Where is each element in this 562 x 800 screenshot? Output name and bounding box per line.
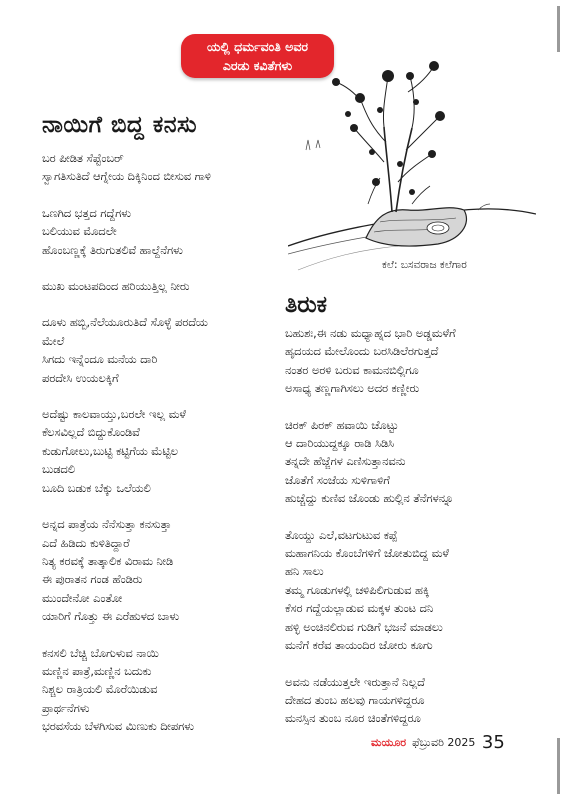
stanza-gap xyxy=(285,399,535,417)
page-footer xyxy=(371,732,505,753)
poem-line: ಕೆಲಸವಿಲ್ಲದೆ ಬಿದ್ದುಕೊಂಡಿವೆ xyxy=(42,426,140,440)
poem-line: ದೇಹದ ತುಂಬ ಹಲವು ಗಾಯಗಳಿದ್ದರೂ xyxy=(285,693,425,707)
crop-mark xyxy=(557,738,560,794)
stanza xyxy=(42,516,282,626)
poem-line: ತಮ್ಮ ಗೂಡುಗಳಲ್ಲಿ ಚಳಿಪಿಲಿಗುಡುವ ಹಕ್ಕಿ xyxy=(285,583,430,597)
poem-line: ಅವನು ನಡೆಯುತ್ತಲೇ ಇರುತ್ತಾನೆ ನಿಲ್ಲದೆ xyxy=(285,675,425,689)
poem-line: ಬಹುಶಃ,ಈ ನಡು ಮಧ್ಯಾಹ್ನದ ಭಾರಿ ಅಡ್ಡಮಳೆಗೆ xyxy=(285,327,456,340)
poem-line: ದೂಳು ಹಬ್ಬಿ,ನೆಲೆಯೂರುತಿದೆ ಸೊಳ್ಳೆ ಪರದೆಯ xyxy=(42,316,208,330)
stanza-gap xyxy=(42,296,282,314)
poem-line: ಅಸಾಧ್ಯ ತಣ್ಣಗಾಗಿಸಲು ಅದರ ಕಣ್ಣೀರು xyxy=(285,382,420,396)
poem-body xyxy=(285,325,535,729)
poem-line: ಹೊಂಬಣ್ಣಕ್ಕೆ ತಿರುಗುತಲಿವೆ ಹಾಲ್ದೆನೆಗಳು xyxy=(42,243,183,257)
banner-line: ಯಲ್ಲಿ ಧರ್ಮವಂತಿ ಅವರ xyxy=(206,39,309,54)
poem-line: ಮೇಲೆ xyxy=(42,334,65,348)
poem-body xyxy=(42,150,282,737)
stanza-gap xyxy=(42,627,282,645)
poem-line: ಹಳ್ಳಿ ಅಂಚಿನಲಿರುವ ಗುಡಿಗೆ ಭಜನೆ ಮಾಡಲು xyxy=(285,620,443,634)
poem-line: ಸ್ವಾಗತಿಸುತಿದೆ ಆಗ್ನೇಯ ದಿಕ್ಕಿನಿಂದ ಬೀಸುವ ಗಾಳಿ xyxy=(42,170,211,184)
poem-line: ಕುಡುಗೋಲು,ಬುಟ್ಟಿ ಕಟ್ಟಿಗೆಯ ಮೆಟ್ಟಿಲ xyxy=(42,444,178,458)
poem-line: ಕೆಸರ ಗದ್ದೆಯಲ್ಲಾಡುವ ಮಕ್ಕಳ ತುಂಟ ದನಿ xyxy=(285,602,434,616)
stanza xyxy=(285,417,535,509)
poem-line: ನಿಶ್ಚಲ ರಾತ್ರಿಯಲಿ ಮೊರೆಯಿಡುವ xyxy=(42,683,158,697)
banner-line: ಎರಡು ಕವಿತೆಗಳು xyxy=(222,58,293,73)
stanza xyxy=(285,674,535,729)
poem-line: ಹುಚ್ಚೆದ್ದು ಕುಣಿವ ಜೊಂಡು ಹುಲ್ಲಿನ ತೆನೆಗಳನ್ನೂ xyxy=(285,492,454,506)
poem-line: ಪರದೇಸಿ ಉಯಲಕ್ಕಿಗೆ xyxy=(42,371,119,385)
poem-line: ಮುಂದೇನೋ ಎಂತೋ xyxy=(42,591,123,605)
poem-line: ಕನಸಲಿ ಬೆಚ್ಚಿ ಬೊಗುಳುವ ನಾಯಿ xyxy=(42,646,159,660)
poem-title: ನಾಯಿಗೆ ಬಿದ್ದ ಕನಸು xyxy=(42,112,198,138)
poem-line: ಒಣಗಿದ ಭತ್ತದ ಗದ್ದೆಗಳು xyxy=(42,206,131,220)
poem-line: ಮಹಾಗನಿಯ ಕೊಂಬೆಗಳಿಗೆ ಜೋತುಬಿದ್ದ ಮಳೆ xyxy=(285,547,449,561)
crop-mark xyxy=(557,6,560,52)
poem-line: ಹನಿ ಸಾಲು xyxy=(285,565,324,579)
poem-line: ಬಲಿಯುವ ಮೊದಲೇ xyxy=(42,225,117,239)
poem-line: ಆ ದಾರಿಯುದ್ದಕ್ಕೂ ರಾಡಿ ಸಿಡಿಸಿ xyxy=(285,437,395,451)
poem-line: ನಂತರ ಅರಳಿ ಬರುವ ಕಾಮನಬಿಲ್ಲಿಗೂ xyxy=(285,363,419,377)
poem-line: ತನ್ನದೇ ಹೆಜ್ಜೆಗಳ ಎಣಿಸುತ್ತಾನವನು xyxy=(285,455,406,469)
poem-line: ಬುಡದಲಿ xyxy=(42,463,75,477)
stanza xyxy=(285,527,535,656)
poem-line: ಚಿರಕ್ ಪಿರಕ್ ಹವಾಯಿ ಚೊಟ್ಟು xyxy=(285,418,399,432)
stanza xyxy=(42,406,282,498)
poem-line: ಭರವಸೆಯ ಬೆಳಗಿಸುವ ಮಿಣುಕು ದೀಪಗಳು xyxy=(42,720,194,734)
stanza xyxy=(42,314,282,388)
tree-stump-sketch-icon xyxy=(288,32,536,275)
stanza-gap xyxy=(42,260,282,278)
stanza xyxy=(42,645,282,737)
stanza-gap xyxy=(42,187,282,205)
poem-line: ಯಾರಿಗೆ ಗೊತ್ತು ಈ ಎರೆಹುಳದ ಬಾಳು xyxy=(42,610,180,624)
poem-line: ಎದೆ ಹಿಡಿದು ಕುಳಿತಿದ್ದಾರೆ xyxy=(42,536,130,550)
poem-line: ಬರ ಪೀಡಿತ ಸೆಪ್ಟೆಂಬರ್ xyxy=(42,152,124,165)
poem-line: ಮಣ್ಣಿನ ಪಾತ್ರೆ,ಮಣ್ಣಿನ ಬದುಕು xyxy=(42,664,152,678)
poem-line: ಮನಸ್ಸಿನ ತುಂಬ ನೂರ ಚಿಂತೆಗಳಿದ್ದರೂ xyxy=(285,712,421,726)
stanza xyxy=(42,150,282,187)
stanza-gap xyxy=(42,498,282,516)
poem-line: ಹೃದಯದ ಮೇಲೊಂದು ಬರಸಿಡಿಲೆರಗುತ್ತದೆ xyxy=(285,345,439,359)
poem-line: ಅನ್ನದ ಪಾತ್ರೆಯ ನೆನೆಸುತ್ತಾ ಕನಸುತ್ತಾ xyxy=(42,518,172,532)
stanza-gap xyxy=(42,388,282,406)
poem-line: ಬೂದಿ ಬಡುಕ ಬೆಕ್ಕು ಒಲೆಯಲಿ xyxy=(42,481,151,495)
poem-line: ಜೊತೆಗೆ ಸಂಜೆಯ ಸುಳಿಗಾಳಿಗೆ xyxy=(285,473,390,487)
illustration-credit: ಕಲೆ: ಬಸವರಾಜ ಕಲೆಗಾರ xyxy=(382,259,467,271)
magazine-name: ಮಯೂರ xyxy=(371,736,407,749)
poem-line: ಈ ಪುರಾತನ ಗಂಡ ಹೆಂಡಿರು xyxy=(42,573,143,587)
stanza-gap xyxy=(285,656,535,674)
stanza xyxy=(285,325,535,399)
poem-line: ತೊಯ್ದು ಎಲೆ,ವಟಗುಟುವ ಕಪ್ಪೆ xyxy=(285,528,398,542)
stanza xyxy=(42,278,282,296)
stanza xyxy=(42,205,282,260)
poem-line: ಸಿಗದು ಇನ್ನೆಂದೂ ಮನೆಯ ದಾರಿ xyxy=(42,353,158,367)
stanza-gap xyxy=(285,509,535,527)
poem-line: ನಿತ್ಯ ಕರವಕ್ಕೆ ತಾತ್ಕಾಲಿಕ ವಿರಾಮ ನೀಡಿ xyxy=(42,554,174,568)
poem-line: ಪ್ರಾರ್ಥನೆಗಳು xyxy=(42,701,90,715)
issue-date: ಫೆಬ್ರುವರಿ 2025 xyxy=(412,736,476,749)
poem-title: ತಿರುಕ xyxy=(285,292,328,318)
page-number: 35 xyxy=(481,732,505,753)
poem-line: ಮನೆಗೆ ಕರೆವ ತಾಯಂದಿರ ಜೋರು ಕೂಗು xyxy=(285,639,433,653)
poem-line: ಮುಖ ಮಂಟಪದಿಂದ ಹರಿಯುತ್ತಿಲ್ಲ ನೀರು xyxy=(42,280,190,294)
poem-line: ಅದೆಷ್ಟು ಕಾಲವಾಯ್ತು,ಬರಲೇ ಇಲ್ಲ ಮಳೆ xyxy=(42,408,186,422)
